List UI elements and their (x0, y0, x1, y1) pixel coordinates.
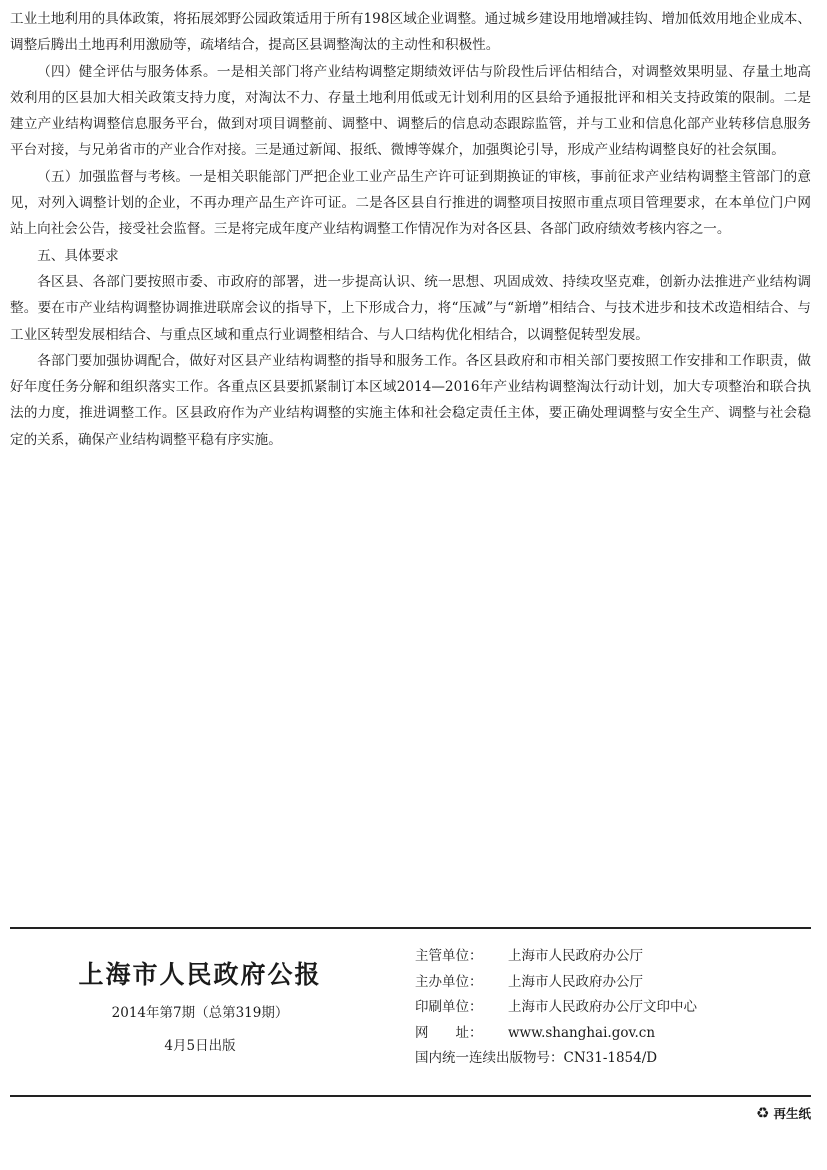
info-row (415, 970, 815, 996)
info-row (415, 1021, 815, 1047)
recycled-paper-mark (756, 1104, 811, 1122)
masthead (10, 955, 390, 1054)
info-value: 上海市人民政府办公厅 (508, 948, 643, 964)
info-label: 国内统一连续出版物号： (415, 1050, 564, 1066)
info-value: 上海市人民政府办公厅文印中心 (508, 999, 697, 1015)
footer-top-rule (10, 927, 811, 929)
info-row (415, 944, 815, 970)
issn-value: CN31-1854/D (563, 1050, 658, 1066)
recycle-icon: ♻ (756, 1103, 770, 1122)
paragraph (10, 164, 811, 243)
paragraph: 各区县、各部门要按照市委、市政府的部署，进一步提高认识、统一思想、巩固成效、持续攻坚克难，创新办法推进产业结构调整。要在市产业结构调整协调推进联席会议的指导下，上下形成合力，将“压减”与“新增”相结合、与技术进步和技术改造相结合、与工业区转型发展相结合、与重点区域和重点行业调整相结合、与人口结构优化相结合，以调整促转型发展。 (10, 273, 811, 343)
paragraph-text: 一是相关职能部门严把企业工业产品生产许可证到期换证的审核，事前征求产业结构调整主管部门的意见，对列入调整计划的企业，不再办理产品生产许可证。二是各区县自行推进的调整项目按照市重点项目管理要求，在本单位门户网站上向社会公告，接受社会监督。三是将完成年度产业结构调整工作情况作为对各区县、各部门政府绩效考核内容之一。 (10, 168, 811, 238)
paragraph-heading: （四）健全评估与服务体系。 (37, 63, 217, 80)
info-label: 主办单位： (415, 973, 483, 990)
paragraph-text: 一是相关部门将产业结构调整定期绩效评估与阶段性后评估相结合，对调整效果明显、存量土地高效利用的区县加大相关政策支持力度，对淘汰不力、存量土地利用低或无计划利用的区县给予通报批评和相关支持政策的限制。二是建立产业结构调整信息服务平台，做到对项目调整前、调整中、调整后的信息动态跟踪监管，并与工业和信息化部产业转移信息服务平台对接，与兄弟省市的产业合作对接。三是通过新闻、报纸、微博等媒介，加强舆论引导，形成产业结构调整良好的社会氛围。 (10, 63, 811, 159)
publication-title: 上海市人民政府公报 (78, 960, 322, 989)
paragraph-heading: （五）加强监督与考核。 (37, 168, 190, 185)
paragraph: 工业土地利用的具体政策，将拓展郊野公园政策适用于所有198区域企业调整。通过城乡建设用地增减挂钩、增加低效用地企业成本、调整后腾出土地再利用激励等，疏堵结合，提高区县调整淘汰的主动性和积极性。 (10, 11, 811, 54)
paragraph (10, 59, 811, 164)
publication-date: 4月5日出版 (164, 1038, 236, 1054)
article-body (10, 6, 811, 453)
info-label: 网 址： (415, 1024, 483, 1041)
info-value: 上海市人民政府办公厅 (508, 973, 643, 990)
info-label: 主管单位： (415, 948, 483, 964)
recycled-paper-label: 再生纸 (773, 1106, 811, 1121)
paragraph: 各部门要加强协调配合，做好对区县产业结构调整的指导和服务工作。各区县政府和市相关部门要按照工作安排和工作职责，做好年度任务分解和组织落实工作。各重点区县要抓紧制订本区域2014—2016年产业结构调整淘汰行动计划，加大专项整治和联合执法的力度，推进调整工作。区县政府作为产业结构调整的实施主体和社会稳定责任主体，要正确处理调整与安全生产、调整与社会稳定的关系，确保产业结构调整平稳有序实施。 (10, 352, 811, 448)
publication-info (415, 944, 815, 1072)
info-label: 印刷单位： (415, 999, 483, 1015)
info-row (415, 995, 815, 1021)
footer-bottom-rule (10, 1095, 811, 1097)
website-value: www.shanghai.gov.cn (508, 1024, 656, 1041)
info-row (415, 1046, 815, 1072)
section-title: 五、具体要求 (37, 247, 119, 264)
issue-number: 2014年第7期（总第319期） (111, 1005, 289, 1021)
